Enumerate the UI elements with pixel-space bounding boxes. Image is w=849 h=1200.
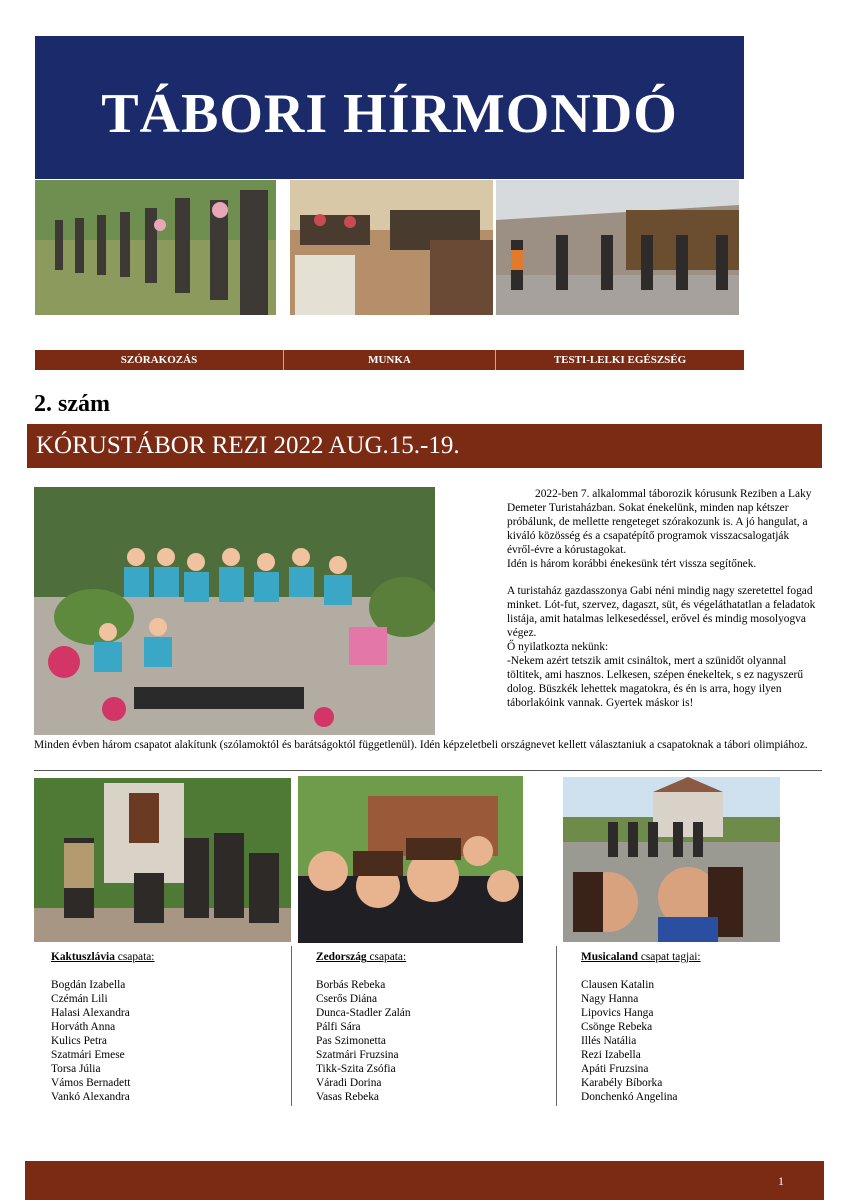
team-member: Borbás Rebeka xyxy=(316,979,386,991)
team-photo-zedorszag xyxy=(298,776,523,943)
article-paragraph: Idén is három korábbi énekesünk tért vissza segítőnek. xyxy=(507,557,757,570)
team-heading: Zedország csapata: xyxy=(316,951,407,963)
nav-item-work[interactable]: MUNKA xyxy=(284,350,496,370)
team-member: Rezi Izabella xyxy=(581,1049,641,1061)
team-photo-kaktuszlavia xyxy=(34,778,291,942)
header-photo-outdoor xyxy=(35,180,276,315)
team-member: Pálfi Sára xyxy=(316,1021,361,1033)
group-photo xyxy=(34,487,435,735)
team-member: Lipovics Hanga xyxy=(581,1007,654,1019)
team-list-musicaland xyxy=(581,950,701,1104)
team-member: Horváth Anna xyxy=(51,1021,116,1033)
team-member: Cserős Diána xyxy=(316,993,378,1005)
team-member: Pas Szimonetta xyxy=(316,1035,386,1047)
article-quote: -Nekem azért tetszik amit csináltok, mert a szünidőt olyannal töltitek, ami hasznos. Lelkesen, szépen énekeltek, s ez nagyszerű dolog. Büszkék lehettek magatokra, és én is arra, hogy ilyen táborlakóink vannak. Gyertek máskor is! xyxy=(507,654,804,709)
team-member: Donchenkó Angelina xyxy=(581,1091,678,1103)
team-member: Váradi Dorina xyxy=(316,1077,382,1089)
article-text xyxy=(507,488,817,711)
masthead xyxy=(35,36,744,179)
page-footer xyxy=(25,1161,824,1200)
team-member: Kulics Petra xyxy=(51,1035,107,1047)
divider xyxy=(34,770,822,771)
team-member: Dunca-Stadler Zalán xyxy=(316,1007,411,1019)
team-member: Bogdán Izabella xyxy=(51,979,126,991)
header-photo-dance xyxy=(496,180,739,315)
team-member: Halasi Alexandra xyxy=(51,1007,130,1019)
team-member: Szatmári Fruzsina xyxy=(316,1049,399,1061)
team-list-zedorszag xyxy=(316,950,411,1104)
issue-number: 2. szám xyxy=(34,391,110,417)
nav-item-health[interactable]: TESTI-LELKI EGÉSZSÉG xyxy=(553,354,687,366)
article-paragraph: 2022-ben 7. alkalommal táborozik kórusunk Reziben a Laky Demeter Turistaházban. Sokat énekelünk, minden nap kétszer próbálunk, de mellette rengeteget szórakozunk is. A jó hangulat, a kiváló közösség és a csapatépítő programok visszacsalogatják évről-évre a kórustagokat. xyxy=(507,488,812,556)
teams-intro: Minden évben három csapatot alakítunk (szólamoktól és barátságoktól függetlenül). Idén képzeletbeli országnevet kellett választaniuk a csapatoknak a tábori olimpiához. xyxy=(34,739,808,751)
page-number: 1 xyxy=(778,1174,784,1188)
team-member: Tikk-Szita Zsófia xyxy=(316,1063,396,1075)
newsletter-title: TÁBORI HÍRMONDÓ xyxy=(101,82,678,145)
article-paragraph: A turistaház gazdasszonya Gabi néni mindig nagy szeretettel fogad minket. Lót-fut, szervez, dagaszt, süt, és végeláthatatlan a feladatok listája, amit hatalmas lelkesedéssel, erővel és mindig mosolyogva végez. xyxy=(507,585,816,640)
team-member: Nagy Hanna xyxy=(581,993,639,1005)
team-member: Karabély Bíborka xyxy=(581,1077,663,1089)
banner-title: KÓRUSTÁBOR REZI 2022 AUG.15.-19. xyxy=(36,432,460,459)
team-list-kaktuszlavia xyxy=(51,950,154,1104)
team-member: Vankó Alexandra xyxy=(51,1091,130,1103)
section-nav xyxy=(35,350,744,370)
team-member: Torsa Júlia xyxy=(51,1063,101,1075)
team-heading: Musicaland csapat tagjai: xyxy=(581,951,701,963)
team-member: Clausen Katalin xyxy=(581,979,655,991)
team-member: Illés Natália xyxy=(581,1035,637,1047)
team-member: Apáti Fruzsina xyxy=(581,1063,649,1075)
team-heading: Kaktuszlávia csapata: xyxy=(51,951,155,963)
nav-item-entertainment[interactable]: SZÓRAKOZÁS xyxy=(35,350,284,370)
column-divider xyxy=(556,946,557,1106)
column-divider xyxy=(291,946,292,1106)
team-member: Vasas Rebeka xyxy=(316,1091,379,1103)
team-photo-musicaland xyxy=(563,777,780,942)
article-banner xyxy=(27,424,822,468)
article-paragraph: Ő nyilatkozta nekünk: xyxy=(507,641,609,654)
team-member: Czémán Lili xyxy=(51,993,108,1005)
team-member: Csönge Rebeka xyxy=(581,1021,653,1033)
team-member: Vámos Bernadett xyxy=(51,1077,131,1089)
team-member: Szatmári Emese xyxy=(51,1049,125,1061)
header-photo-indoor xyxy=(290,180,493,315)
